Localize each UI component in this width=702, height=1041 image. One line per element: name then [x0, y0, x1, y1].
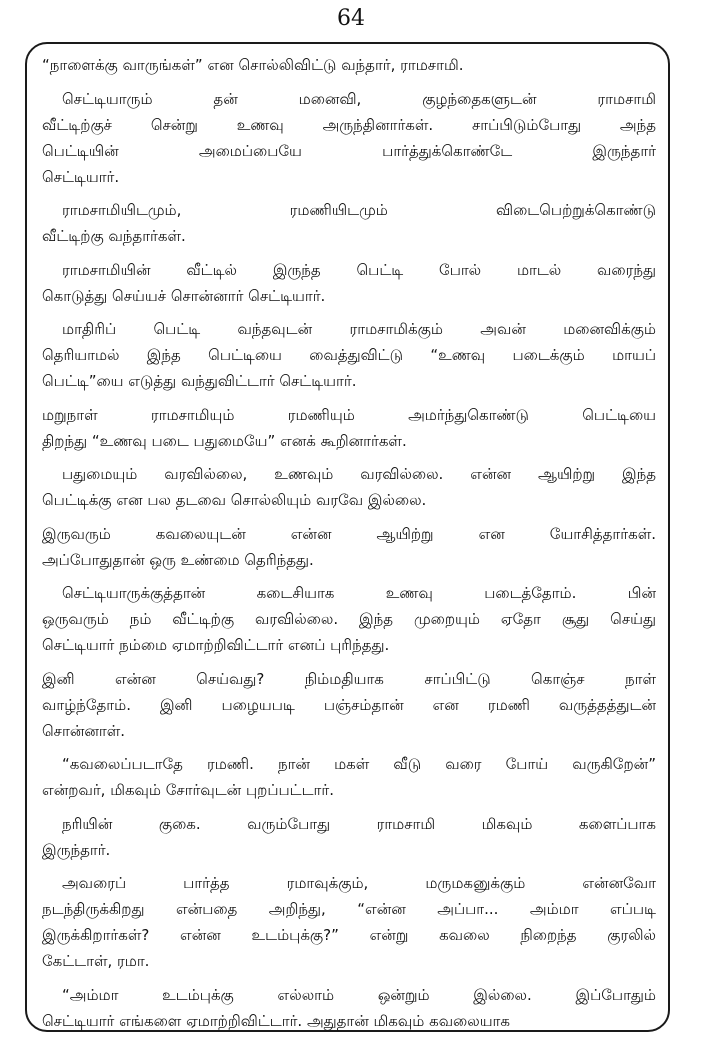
text-line: அவரைப் பார்த்த ரமாவுக்கும், மருமகனுக்கும் என்னவோ: [62, 874, 656, 892]
paragraph: [42, 197, 656, 249]
paragraph: [42, 257, 656, 309]
text-line: கேட்டாள், ரமா.: [42, 952, 150, 970]
paragraph: [42, 982, 656, 1034]
text-line: செட்டியார்.: [42, 167, 120, 186]
text-line: நரியின் குகை. வரும்போது ராமசாமி மிகவும் களைப்பாக: [62, 814, 656, 833]
text-line: இனி என்ன செய்வது? நிம்மதியாக சாப்பிட்டு கொஞ்ச நாள்: [42, 669, 656, 688]
text-line: இருவரும் கவலையுடன் என்ன ஆயிற்று என யோசித்தார்கள்.: [42, 524, 656, 543]
text-line: “அம்மா உடம்புக்கு எல்லாம் ஒன்றும் இல்லை. இப்போதும்: [62, 985, 656, 1004]
paragraph: [42, 86, 656, 190]
text-line: செட்டியார் எங்களை ஏமாற்றிவிட்டார். அதுதான் மிகவும் கவலையாக: [42, 1011, 510, 1030]
text-line: பதுமையும் வரவில்லை, உணவும் வரவில்லை. என்ன ஆயிற்று இந்த: [62, 465, 656, 483]
text-line: சொன்னாள்.: [42, 721, 126, 740]
text-line: செட்டியாரும் தன் மனைவி, குழந்தைகளுடன் ராமசாமி: [62, 89, 656, 108]
text-line: “கவலைப்படாதே ரமணி. நான் மகள் வீடு வரை போய் வருகிறேன்”: [62, 755, 656, 773]
paragraph: [42, 666, 656, 744]
text-line: அப்போதுதான் ஒரு உண்மை தெரிந்தது.: [42, 550, 314, 569]
text-line: வீட்டிற்கு வந்தார்கள்.: [42, 227, 186, 245]
text-line: தெரியாமல் இந்த பெட்டியை வைத்துவிட்டு “உணவு படைக்கும் மாயப்: [42, 346, 656, 364]
text-line: ராமசாமியின் வீட்டில் இருந்த பெட்டி போல் மாடல் வரைந்து: [62, 260, 656, 279]
text-line: வாழ்ந்தோம். இனி பழையபடி பஞ்சம்தான் என ரமணி வருத்தத்துடன்: [42, 695, 656, 714]
text-line: வீட்டிற்குச் சென்று உணவு அருந்தினார்கள். சாப்பிடும்போது அந்த: [42, 115, 656, 134]
paragraph: [42, 751, 656, 803]
text-line: மாதிரிப் பெட்டி வந்தவுடன் ராமசாமிக்கும் அவன் மனைவிக்கும்: [62, 320, 656, 338]
paragraph: [42, 580, 656, 658]
text-line: ஒருவரும் நம் வீட்டிற்கு வரவில்லை. இந்த முறையும் ஏதோ சூது செய்து: [42, 610, 656, 628]
text-line: இருக்கிறார்கள்? என்ன உடம்புக்கு?” என்று கவலை நிறைந்த குரலில்: [42, 926, 656, 944]
text-line: இருந்தார்.: [42, 840, 111, 859]
paragraph: [42, 316, 656, 394]
text-line: பெட்டி”யை எடுத்து வந்துவிட்டார் செட்டியார்.: [42, 372, 357, 390]
text-line: பெட்டிக்கு என பல தடவை சொல்லியும் வரவே இல்லை.: [42, 491, 427, 509]
paragraph: [42, 461, 656, 513]
paragraph: [42, 870, 656, 974]
text-line: “நாளைக்கு வாருங்கள்” என சொல்லிவிட்டு வந்தார், ராமசாமி.: [42, 56, 464, 74]
text-line: நடந்திருக்கிறது என்பதை அறிந்து, “என்ன அப்பா... அம்மா எப்படி: [42, 900, 656, 918]
text-line: கொடுத்து செய்யச் சொன்னார் செட்டியார்.: [42, 286, 326, 305]
text-line: செட்டியாருக்குத்தான் கடைசியாக உணவு படைத்தோம். பின்: [62, 584, 656, 602]
text-line: திறந்து “உணவு படை பதுமையே” எனக் கூறினார்கள்.: [42, 431, 407, 450]
text-line: பெட்டியின் அமைப்பையே பார்த்துக்கொண்டே இருந்தார்: [42, 141, 656, 160]
text-line: செட்டியார் நம்மை ஏமாற்றிவிட்டார் எனப் புரிந்தது.: [42, 636, 390, 654]
paragraph: [42, 811, 656, 863]
text-line: ராமசாமியிடமும், ரமணியிடமும் விடைபெற்றுக்கொண்டு: [62, 201, 656, 219]
text-line: மறுநாள் ராமசாமியும் ரமணியும் அமர்ந்துகொண்டு பெட்டியை: [42, 405, 656, 424]
paragraph: [42, 521, 656, 573]
text-line: என்றவர், மிகவும் சோர்வுடன் புறப்பட்டார்.: [42, 781, 334, 799]
paragraph: [42, 52, 656, 78]
paragraph: [42, 402, 656, 454]
story-text: [42, 52, 656, 1041]
page-number: 64: [337, 6, 365, 31]
